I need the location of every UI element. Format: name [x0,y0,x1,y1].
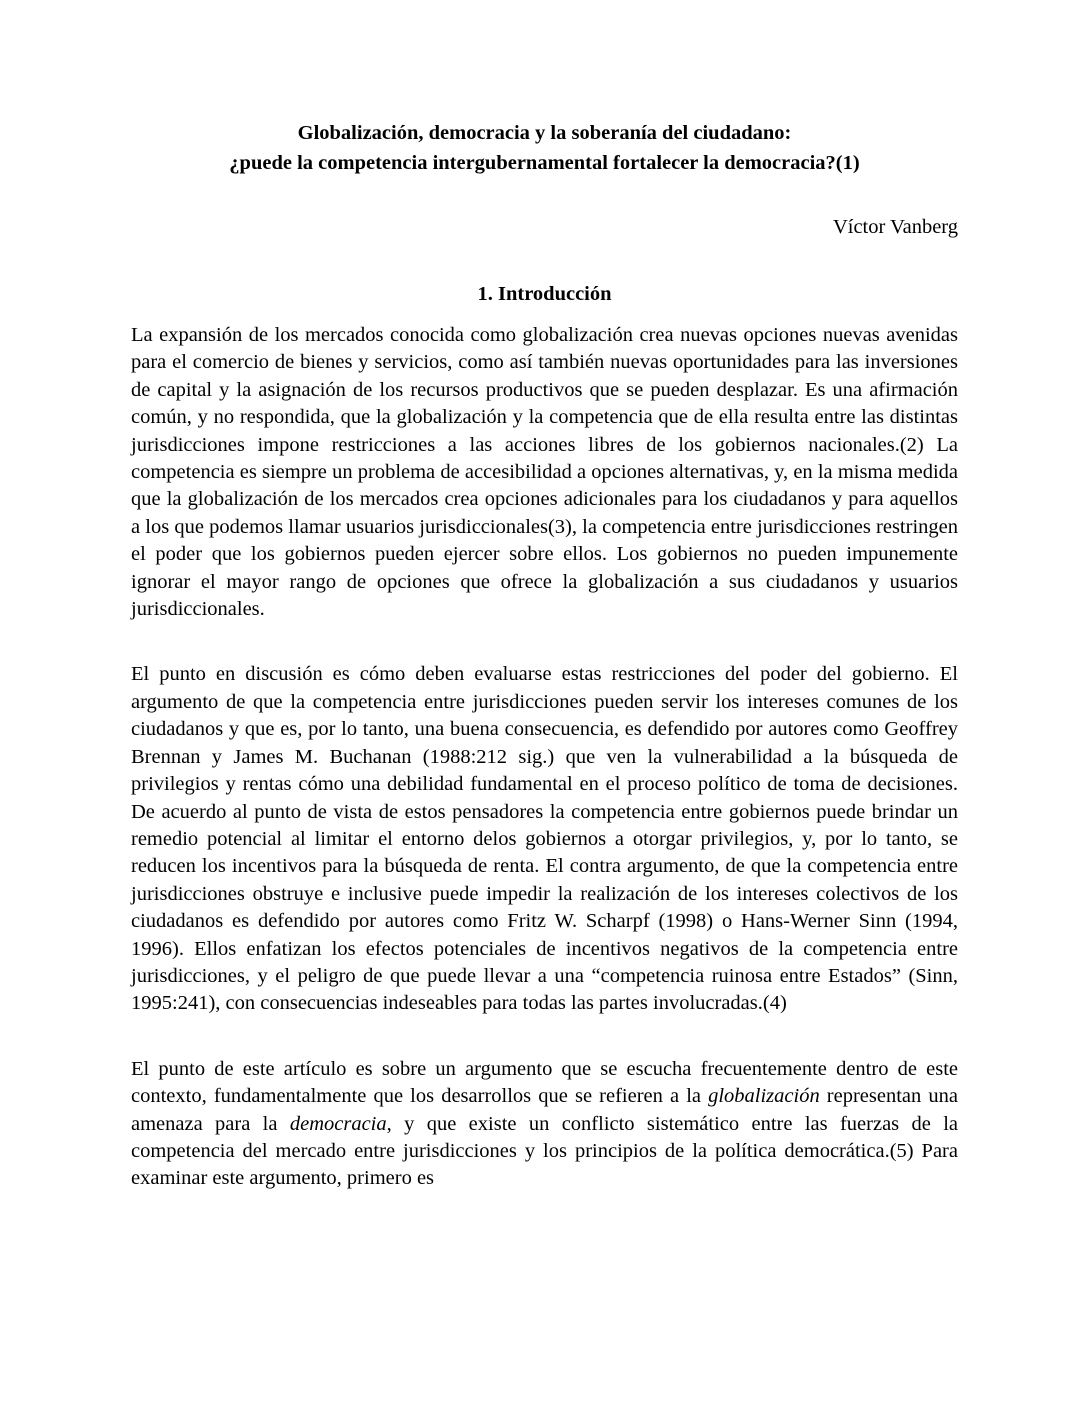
title-line-2: ¿puede la competencia intergubernamental fortalecer la democracia?(1) [229,152,860,174]
paragraph-3 [131,1056,958,1193]
author-byline: Víctor Vanberg [832,216,958,238]
title-line-1: Globalización, democracia y la soberanía del ciudadano: [297,122,792,144]
paragraph-3-segment-1: El punto de este artículo es sobre un argumento que se escucha frecuentemente dentro de este contexto, fundamentalmente que los desarrollos que se refieren a la [131,1057,958,1108]
emphasis-democracia: democracia [289,1112,387,1135]
paragraph-2: El punto en discusión es cómo deben evaluarse estas restricciones del poder del gobierno. El argumento de que la competencia entre jurisdicciones pueden servir los intereses comunes de los ciudadanos y que es, por lo tanto, una buena consecuencia, es defendido por autores como Geoffrey Brennan y James M. Buchanan (1988:212 sig.) que ven la vulnerabilidad a la búsqueda de privilegios y rentas cómo una debilidad fundamental en el proceso político de toma de decisiones. De acuerdo al punto de vista de estos pensadores la competencia entre gobiernos puede brindar un remedio potencial al limitar el entorno delos gobiernos a otorgar privilegios, y, por lo tanto, se reducen los incentivos para la búsqueda de renta. El contra argumento, de que la competencia entre jurisdicciones obstruye e inclusive puede impedir la realización de los intereses colectivos de los ciudadanos es defendido por autores como Fritz W. Scharpf (1998) o Hans-Werner Sinn (1994, 1996). Ellos enfatizan los efectos potenciales de incentivos negativos de la competencia entre jurisdicciones, y el peligro de que puede llevar a una “competencia ruinosa entre Estados” (Sinn, 1995:241), con consecuencias indeseables para todas las partes involucradas.(4) [131,663,958,1015]
section-heading-introduction: 1. Introducción [477,283,612,305]
paragraph-3-segment-2: representan una amenaza para la [131,1085,958,1135]
document-title [131,118,958,178]
paragraph-1: La expansión de los mercados conocida como globalización crea nuevas opciones nuevas avenidas para el comercio de bienes y servicios, como así también nuevas oportunidades para las inversiones de capital y la asignación de los recursos productivos que se pueden desplazar. Es una afirmación común, y no respondida, que la globalización y la competencia que de ella resulta entre las distintas jurisdicciones impone restricciones a las acciones libres de los gobiernos nacionales.(2) La competencia es siempre un problema de accesibilidad a opciones alternativas, y, en la misma medida que la globalización de los mercados crea opciones adicionales para los ciudadanos y para aquellos a los que podemos llamar usuarios jurisdiccionales(3), la competencia entre jurisdicciones restringen el poder que los gobiernos pueden ejercer sobre ellos. Los gobiernos no pueden impunemente ignorar el mayor rango de opciones que ofrece la globalización a sus ciudadanos y usuarios jurisdiccionales. [131,324,958,621]
emphasis-globalizacion: globalización [708,1085,820,1108]
paragraph-3-segment-3: , y que existe un conflicto sistemático entre las fuerzas de la competencia del mercado entre jurisdicciones y los principios de la política democrática.(5) Para examinar este argumento, primero es [131,1112,958,1190]
